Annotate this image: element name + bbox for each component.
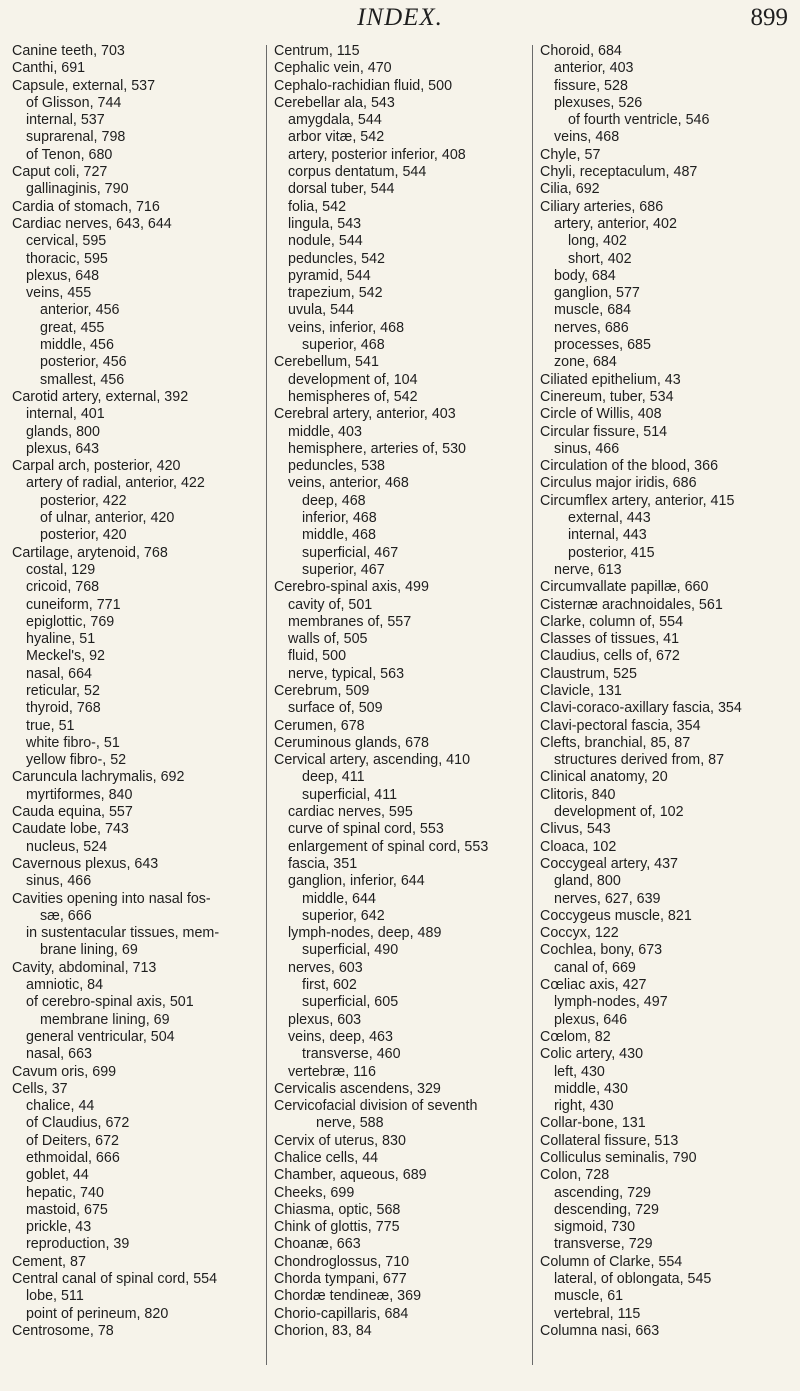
index-subentry: sinus, 466 [26,873,92,890]
index-subentry: artery, anterior, 402 [554,215,677,232]
index-subentry: hyaline, 51 [26,631,96,648]
index-subentry: plexuses, 526 [554,94,643,111]
index-subentry: fluid, 500 [288,648,347,665]
index-subentry: inferior, 468 [302,510,377,527]
index-subentry: of Tenon, 680 [26,146,113,163]
index-entry: Cerebellum, 541 [274,354,379,371]
index-subentry: membrane lining, 69 [40,1011,170,1028]
running-title: INDEX. [357,4,443,31]
index-subentry: cardiac nerves, 595 [288,804,413,821]
index-subentry: epiglottic, 769 [26,613,115,630]
index-subentry: middle, 430 [554,1080,628,1097]
index-subentry: dorsal tuber, 544 [288,181,395,198]
index-subentry: nodule, 544 [288,233,363,250]
index-subentry: lingula, 543 [288,215,362,232]
index-entry: Clefts, branchial, 85, 87 [540,734,691,751]
index-entry: Clavicle, 131 [540,682,622,699]
index-entry: Chalice cells, 44 [274,1150,379,1166]
index-subentry: superficial, 490 [302,942,399,959]
index-subentry: enlargement of spinal cord, 553 [288,838,489,855]
index-subentry: lymph-nodes, deep, 489 [288,925,442,942]
index-entry: Cinereum, tuber, 534 [540,388,674,405]
index-entry: Circular fissure, 514 [540,423,668,440]
index-subentry: plexus, 648 [26,267,100,284]
page-header [0,0,800,40]
index-subentry: corpus dentatum, 544 [288,164,427,181]
index-subentry: anterior, 403 [554,60,634,77]
index-entry: Canthi, 691 [12,60,86,77]
index-subentry: superior, 467 [302,561,385,578]
index-subentry: nerve, 613 [554,561,622,578]
index-entry: Clivus, 543 [540,821,611,838]
index-entry: Carotid artery, external, 392 [12,388,189,405]
index-subentry: nerve, typical, 563 [288,665,405,682]
index-subentry: muscle, 684 [554,302,632,319]
index-subentry: myrtiformes, 840 [26,786,133,803]
index-entry: Caruncula lachrymalis, 692 [12,769,185,786]
index-subentry: goblet, 44 [26,1167,89,1184]
index-subentry: middle, 468 [302,527,376,544]
index-subentry: of Glisson, 744 [26,94,122,111]
index-subentry: sinus, 466 [554,440,620,457]
index-subentry: canal of, 669 [554,959,636,976]
index-entry: Cheeks, 699 [274,1184,355,1201]
index-subentry: peduncles, 542 [288,250,385,267]
index-entry: Cephalo-rachidian fluid, 500 [274,77,453,94]
index-subentry: true, 51 [26,717,75,734]
index-subentry: first, 602 [302,977,357,994]
index-subentry: of cerebro-spinal axis, 501 [26,994,194,1011]
index-entry: Clinical anatomy, 20 [540,769,668,786]
index-column-1 [12,43,262,1340]
index-subentry: ganglion, 577 [554,285,640,302]
index-entry: Clavi-coraco-axillary fascia, 354 [540,700,742,717]
index-subentry: folia, 542 [288,198,347,215]
index-entry: Chamber, aqueous, 689 [274,1167,427,1184]
index-subentry: glands, 800 [26,423,100,440]
page-number: 899 [750,4,788,31]
index-entry: Cisternæ arachnoidales, 561 [540,596,723,613]
index-entry: Cerebro-spinal axis, 499 [274,579,429,596]
index-entry: Claudius, cells of, 672 [540,648,680,665]
index-entry: Caput coli, 727 [12,164,108,181]
index-subentry: ganglion, inferior, 644 [288,873,425,890]
index-entry: Centrum, 115 [274,43,360,59]
index-subentry: cricoid, 768 [26,579,100,596]
index-entry: Cervicofacial division of seventh [274,1098,478,1115]
index-subentry: right, 430 [554,1098,614,1115]
index-entry: Chorio-capillaris, 684 [274,1305,409,1322]
index-entry: Coccygeus muscle, 821 [540,907,692,924]
index-entry: Chondroglossus, 710 [274,1253,410,1270]
index-subentry: cavity of, 501 [288,596,373,613]
index-subentry: arbor vitæ, 542 [288,129,385,146]
index-subentry: amygdala, 544 [288,112,382,129]
index-subentry: deep, 468 [302,492,366,509]
index-subentry: anterior, 456 [40,302,120,319]
index-subentry: middle, 403 [288,423,362,440]
index-entry: Circumflex artery, anterior, 415 [540,492,735,509]
index-entry: Caudate lobe, 743 [12,821,129,838]
index-entry: Cœlom, 82 [540,1028,611,1045]
index-subentry: nerves, 686 [554,319,629,336]
index-entry: Centrosome, 78 [12,1322,114,1339]
index-subentry: reproduction, 39 [26,1236,130,1253]
index-subentry: superficial, 467 [302,544,399,561]
index-subentry: nucleus, 524 [26,838,108,855]
index-entry: Choanæ, 663 [274,1236,361,1253]
index-subentry: posterior, 420 [40,527,127,544]
index-subentry: curve of spinal cord, 553 [288,821,444,838]
index-subentry: trapezium, 542 [288,285,383,302]
index-subentry: veins, 468 [554,129,620,146]
index-subentry: internal, 401 [26,406,105,423]
index-subentry: left, 430 [554,1063,605,1080]
index-subentry: plexus, 646 [554,1011,628,1028]
index-subentry: thoracic, 595 [26,250,108,267]
index-subentry: of Claudius, 672 [26,1115,130,1132]
index-entry: Circulus major iridis, 686 [540,475,697,492]
index-entry: Cardia of stomach, 716 [12,198,160,215]
index-subentry: transverse, 460 [302,1046,401,1063]
index-subentry: muscle, 61 [554,1288,624,1305]
index-entry: Cerumen, 678 [274,717,365,734]
index-subentry: cervical, 595 [26,233,107,250]
index-entry: Cartilage, arytenoid, 768 [12,544,168,561]
index-subentry: gland, 800 [554,873,621,890]
index-subentry: nerves, 603 [288,959,363,976]
index-subentry: Meckel's, 92 [26,648,106,665]
index-subentry: lobe, 511 [26,1288,84,1305]
index-subentry: posterior, 456 [40,354,127,371]
column-divider [266,45,267,1365]
index-entry: Clitoris, 840 [540,786,616,803]
index-subentry: plexus, 603 [288,1011,362,1028]
index-subentry: long, 402 [568,233,627,250]
index-entry: Cauda equina, 557 [12,804,133,821]
index-entry: Capsule, external, 537 [12,77,156,94]
index-subentry: nasal, 664 [26,665,92,682]
index-entry: Claustrum, 525 [540,665,637,682]
index-subentry: fascia, 351 [288,855,358,872]
index-entry: Clarke, column of, 554 [540,613,684,630]
index-entry: Ciliary arteries, 686 [540,198,664,215]
index-entry: Cervix of uterus, 830 [274,1132,406,1149]
index-subentry: vertebral, 115 [554,1305,641,1322]
index-entry: Coccygeal artery, 437 [540,855,679,872]
index-subentry: structures derived from, 87 [554,752,725,769]
index-subentry: superficial, 411 [302,786,398,803]
index-entry: Circle of Willis, 408 [540,406,662,423]
index-subentry: middle, 456 [40,337,114,354]
index-subentry: internal, 537 [26,112,105,129]
index-subentry: white fibro-, 51 [26,734,120,751]
index-subentry: veins, deep, 463 [288,1028,393,1045]
index-subentry: mastoid, 675 [26,1201,108,1218]
index-entry: Coccyx, 122 [540,925,619,942]
index-subentry: nasal, 663 [26,1046,92,1063]
index-entry: Cavity, abdominal, 713 [12,959,157,976]
index-subentry: development of, 102 [554,804,684,821]
index-subentry: zone, 684 [554,354,617,371]
index-subentry: internal, 443 [568,527,647,544]
index-subentry: body, 684 [554,267,616,284]
index-subentry: artery of radial, anterior, 422 [26,475,205,492]
index-subentry: veins, anterior, 468 [288,475,409,492]
index-subentry: great, 455 [40,319,105,336]
index-subentry: chalice, 44 [26,1098,95,1115]
index-subentry: gallinaginis, 790 [26,181,129,198]
index-subentry: veins, inferior, 468 [288,319,405,336]
index-entry: Cavities opening into nasal fos- [12,890,211,907]
index-subentry: nerves, 627, 639 [554,890,661,907]
index-subentry: uvula, 544 [288,302,354,319]
index-subentry: veins, 455 [26,285,92,302]
index-entry: Chink of glottis, 775 [274,1219,400,1236]
index-entry: Classes of tissues, 41 [540,631,680,648]
index-subentry: amniotic, 84 [26,977,104,994]
index-subentry: of ulnar, anterior, 420 [40,510,175,527]
index-subentry: costal, 129 [26,561,96,578]
index-subentry: sigmoid, 730 [554,1219,636,1236]
index-entry: Collateral fissure, 513 [540,1132,679,1149]
index-subentry: short, 402 [568,250,632,267]
index-entry: Cement, 87 [12,1253,86,1270]
index-subentry: point of perineum, 820 [26,1305,169,1322]
index-subentry: lymph-nodes, 497 [554,994,668,1011]
index-entry: Circulation of the blood, 366 [540,458,719,475]
index-entry: Cavum oris, 699 [12,1063,117,1080]
index-entry: Cilia, 692 [540,181,600,198]
index-subentry: of fourth ventricle, 546 [568,112,710,129]
index-subentry: pyramid, 544 [288,267,371,284]
index-subentry: surface of, 509 [288,700,383,717]
index-entry: Cerebral artery, anterior, 403 [274,406,456,423]
column-divider [532,45,533,1365]
index-subentry: suprarenal, 798 [26,129,126,146]
index-subentry: middle, 644 [302,890,376,907]
index-entry: Cerebellar ala, 543 [274,94,395,111]
index-subentry: hepatic, 740 [26,1184,104,1201]
index-subentry: external, 443 [568,510,651,527]
index-entry: Cerebrum, 509 [274,682,370,699]
index-subentry: nerve, 588 [316,1115,384,1132]
index-entry: Chorda tympani, 677 [274,1271,407,1288]
index-entry: Colon, 728 [540,1167,610,1184]
index-subentry: artery, posterior inferior, 408 [288,146,466,163]
index-subentry: superior, 642 [302,907,385,924]
index-subentry: in sustentacular tissues, mem- [26,925,220,942]
index-entry: Cochlea, bony, 673 [540,942,663,959]
index-subentry: fissure, 528 [554,77,628,94]
index-subentry: of Deiters, 672 [26,1132,119,1149]
index-subentry: development of, 104 [288,371,418,388]
index-subentry: thyroid, 768 [26,700,101,717]
index-subentry: walls of, 505 [288,631,368,648]
index-subentry: smallest, 456 [40,371,125,388]
index-entry: Column of Clarke, 554 [540,1253,683,1270]
index-entry: Cavernous plexus, 643 [12,855,159,872]
index-entry: Choroid, 684 [540,43,622,59]
index-entry: Ceruminous glands, 678 [274,734,429,751]
index-entry: Circumvallate papillæ, 660 [540,579,709,596]
index-entry: Cardiac nerves, 643, 644 [12,215,172,232]
index-entry: Colic artery, 430 [540,1046,644,1063]
index-subentry: ascending, 729 [554,1184,651,1201]
index-subentry: vertebræ, 116 [288,1063,376,1080]
index-subentry: deep, 411 [302,769,365,786]
index-entry: Colliculus seminalis, 790 [540,1150,697,1166]
index-subentry: brane lining, 69 [40,942,138,959]
index-subentry: processes, 685 [554,337,651,354]
index-subentry: sæ, 666 [40,907,92,924]
index-subentry: superior, 468 [302,337,385,354]
index-entry: Clavi-pectoral fascia, 354 [540,717,701,734]
index-entry: Chordæ tendineæ, 369 [274,1288,422,1305]
index-entry: Canine teeth, 703 [12,43,125,59]
index-column-3 [540,43,798,1340]
index-entry: Cephalic vein, 470 [274,60,392,77]
index-entry: Chiasma, optic, 568 [274,1201,401,1218]
index-subentry: superficial, 605 [302,994,399,1011]
index-column-2 [274,43,524,1340]
index-entry: Columna nasi, 663 [540,1322,660,1339]
index-subentry: reticular, 52 [26,682,100,699]
index-subentry: yellow fibro-, 52 [26,752,127,769]
index-subentry: lateral, of oblongata, 545 [554,1271,712,1288]
index-entry: Cervicalis ascendens, 329 [274,1080,441,1097]
index-subentry: descending, 729 [554,1201,659,1218]
index-entry: Carpal arch, posterior, 420 [12,458,181,475]
index-entry: Cells, 37 [12,1080,68,1097]
index-subentry: posterior, 422 [40,492,127,509]
index-subentry: membranes of, 557 [288,613,412,630]
index-subentry: hemispheres of, 542 [288,388,418,405]
index-subentry: prickle, 43 [26,1219,92,1236]
index-subentry: plexus, 643 [26,440,100,457]
index-subentry: peduncles, 538 [288,458,385,475]
index-entry: Chyli, receptaculum, 487 [540,164,698,181]
index-subentry: ethmoidal, 666 [26,1150,120,1166]
index-entry: Cervical artery, ascending, 410 [274,752,471,769]
index-entry: Chorion, 83, 84 [274,1322,372,1339]
index-entry: Chyle, 57 [540,146,601,163]
index-entry: Ciliated epithelium, 43 [540,371,681,388]
index-subentry: hemisphere, arteries of, 530 [288,440,467,457]
index-entry: Cloaca, 102 [540,838,617,855]
index-entry: Central canal of spinal cord, 554 [12,1271,218,1288]
index-subentry: cuneiform, 771 [26,596,121,613]
index-subentry: posterior, 415 [568,544,655,561]
index-entry: Cœliac axis, 427 [540,977,647,994]
index-subentry: transverse, 729 [554,1236,653,1253]
index-subentry: general ventricular, 504 [26,1028,175,1045]
index-entry: Collar-bone, 131 [540,1115,646,1132]
